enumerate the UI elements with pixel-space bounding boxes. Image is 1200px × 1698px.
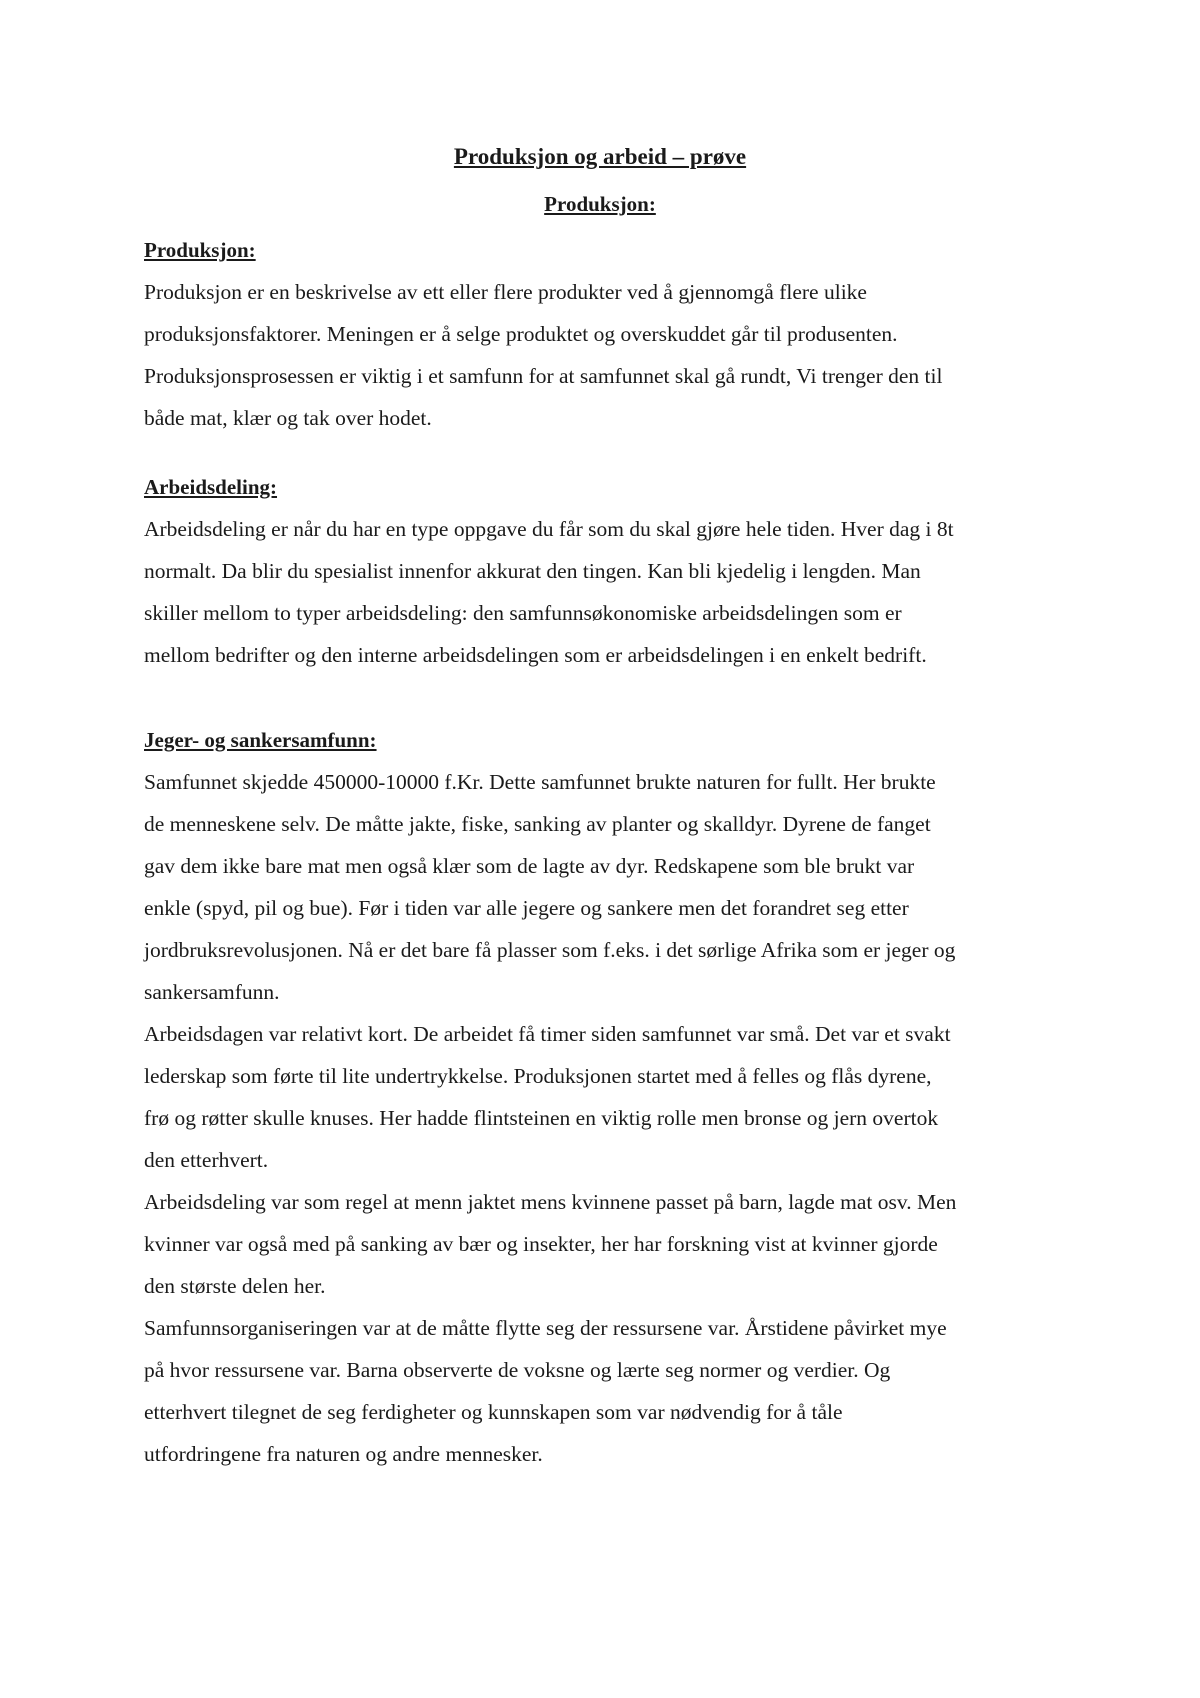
text-line: den største delen her. [144, 1274, 326, 1298]
text-line: Samfunnet skjedde 450000-10000 f.Kr. Dette samfunnet brukte naturen for fullt. Her brukte [144, 770, 936, 794]
text-line: Produksjonsprosessen er viktig i et samfunn for at samfunnet skal gå rundt, Vi trenger den til [144, 364, 943, 388]
text-line: jordbruksrevolusjonen. Nå er det bare få plasser som f.eks. i det sørlige Afrika som er jeger og [144, 938, 956, 962]
section-heading: Arbeidsdeling: [144, 475, 278, 499]
text-line: enkle (spyd, pil og bue). Før i tiden var alle jegere og sankere men det forandret seg etter [144, 896, 909, 920]
text-line: lederskap som førte til lite undertrykkelse. Produksjonen startet med å felles og flås dyrene, [144, 1064, 932, 1088]
text-line: Arbeidsdeling er når du har en type oppgave du får som du skal gjøre hele tiden. Hver dag i 8t [144, 517, 954, 541]
paragraph [144, 271, 1074, 439]
text-line: skiller mellom to typer arbeidsdeling: den samfunnsøkonomiske arbeidsdelingen som er [144, 601, 902, 625]
paragraph [144, 1181, 1074, 1307]
section-produksjon [144, 229, 1074, 439]
text-line: gav dem ikke bare mat men også klær som de lagte av dyr. Redskapene som ble brukt var [144, 854, 915, 878]
text-line: etterhvert tilegnet de seg ferdigheter og kunnskapen som var nødvendig for å tåle [144, 1400, 843, 1424]
text-line: frø og røtter skulle knuses. Her hadde flintsteinen en viktig rolle men bronse og jern overtok [144, 1106, 939, 1130]
text-line: sankersamfunn. [144, 980, 280, 1004]
text-line: de menneskene selv. De måtte jakte, fiske, sanking av planter og skalldyr. Dyrene de fanget [144, 812, 931, 836]
document-title: Produksjon og arbeid – prøve [453, 144, 747, 169]
text-line: mellom bedrifter og den interne arbeidsdelingen som er arbeidsdelingen i en enkelt bedrift. [144, 643, 927, 667]
paragraph [144, 1013, 1074, 1181]
text-line: Samfunnsorganiseringen var at de måtte flytte seg der ressursene var. Årstidene påvirket mye [144, 1316, 947, 1340]
text-line: Produksjon er en beskrivelse av ett eller flere produkter ved å gjennomgå flere ulike [144, 280, 867, 304]
text-line: både mat, klær og tak over hodet. [144, 406, 432, 430]
text-line: Arbeidsdeling var som regel at menn jaktet mens kvinnene passet på barn, lagde mat osv. Men [144, 1190, 957, 1214]
section-jeger-og-sankersamfunn [144, 719, 1074, 1475]
text-line: Arbeidsdagen var relativt kort. De arbeidet få timer siden samfunnet var små. Det var et svakt [144, 1022, 951, 1046]
text-line: produksjonsfaktorer. Meningen er å selge produktet og overskuddet går til produsenten. [144, 322, 898, 346]
section-arbeidsdeling [144, 466, 1074, 676]
paragraph [144, 508, 1074, 676]
section-heading: Produksjon: [144, 238, 256, 262]
section-heading: Jeger- og sankersamfunn: [144, 728, 377, 752]
text-line: normalt. Da blir du spesialist innenfor akkurat den tingen. Kan bli kjedelig i lengden. Man [144, 559, 921, 583]
text-line: på hvor ressursene var. Barna observerte de voksne og lærte seg normer og verdier. Og [144, 1358, 891, 1382]
text-line: den etterhvert. [144, 1148, 269, 1172]
text-line: utfordringene fra naturen og andre mennesker. [144, 1442, 543, 1466]
document-subtitle: Produksjon: [544, 192, 656, 216]
paragraph [144, 1307, 1074, 1475]
paragraph [144, 761, 1074, 1013]
text-line: kvinner var også med på sanking av bær og insekter, her har forskning vist at kvinner gjorde [144, 1232, 938, 1256]
